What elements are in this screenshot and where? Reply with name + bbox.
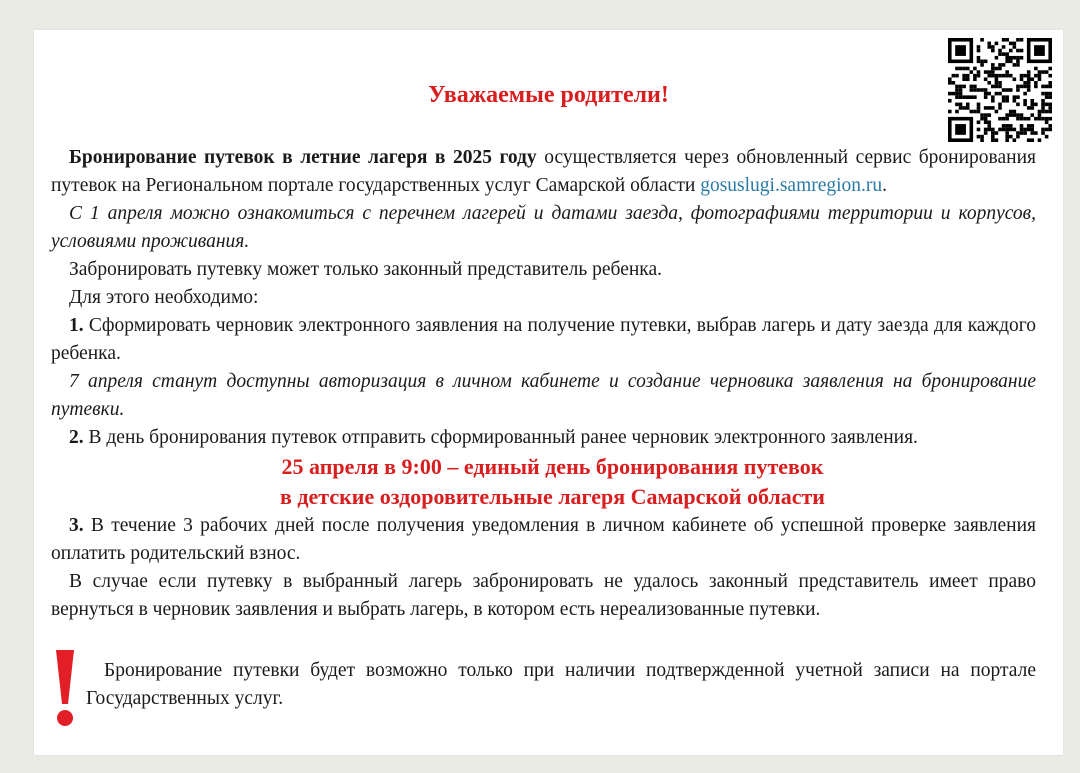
paragraph-intro [51, 144, 1036, 200]
step-3-number: 3. [69, 515, 84, 536]
step-1 [51, 312, 1036, 368]
booking-date-line-2: в детские оздоровительные лагеря Самарской области [280, 484, 825, 509]
paragraph-required: Для этого необходимо: [69, 287, 259, 308]
step-3-text: В течение 3 рабочих дней после получения уведомления в личном кабинете об успешной проверке заявления оплатить родительский взнос. [51, 515, 1036, 564]
step-2-number: 2. [69, 427, 84, 448]
portal-link[interactable]: gosuslugi.samregion.ru [700, 175, 883, 196]
paragraph-april-7: 7 апреля станут доступны авторизация в личном кабинете и создание черновика заявления на бронирование путевки. [51, 371, 1036, 420]
step-2 [51, 424, 1036, 452]
intro-lead: Бронирование путевок в летние лагеря в 2025 году [69, 147, 537, 168]
exclamation-icon [50, 648, 80, 728]
step-1-number: 1. [69, 315, 84, 336]
paragraph-representative: Забронировать путевку может только законный представитель ребенка. [69, 259, 662, 280]
document-page [34, 30, 1063, 755]
step-2-text: В день бронирования путевок отправить сформированный ранее черновик электронного заявления. [83, 427, 918, 448]
step-3 [51, 512, 1036, 568]
warning-note [86, 657, 1036, 713]
paragraph-fallback: В случае если путевку в выбранный лагерь забронировать не удалось законный представитель имеет право вернуться в черновик заявления и выбрать лагерь, в котором есть нереализованные путевки. [51, 571, 1036, 620]
booking-date-line-1: 25 апреля в 9:00 – единый день бронирования путевок [281, 454, 824, 479]
paragraph-april-1: С 1 апреля можно ознакомиться с перечнем лагерей и датами заезда, фотографиями территории и корпусов, условиями проживания. [51, 203, 1036, 252]
page-title: Уважаемые родители! [428, 82, 669, 108]
warning-text: Бронирование путевки будет возможно только при наличии подтвержденной учетной записи на портале Государственных услуг. [86, 660, 1036, 709]
intro-end: . [882, 175, 888, 196]
document-body [51, 144, 1036, 624]
step-1-text: Сформировать черновик электронного заявления на получение путевки, выбрав лагерь и дату заезда для каждого ребенка. [51, 315, 1036, 364]
intro-text: осуществляется через обновленный сервис бронирования путевок на Региональном портале государственных услуг Самарской области [51, 147, 1036, 196]
